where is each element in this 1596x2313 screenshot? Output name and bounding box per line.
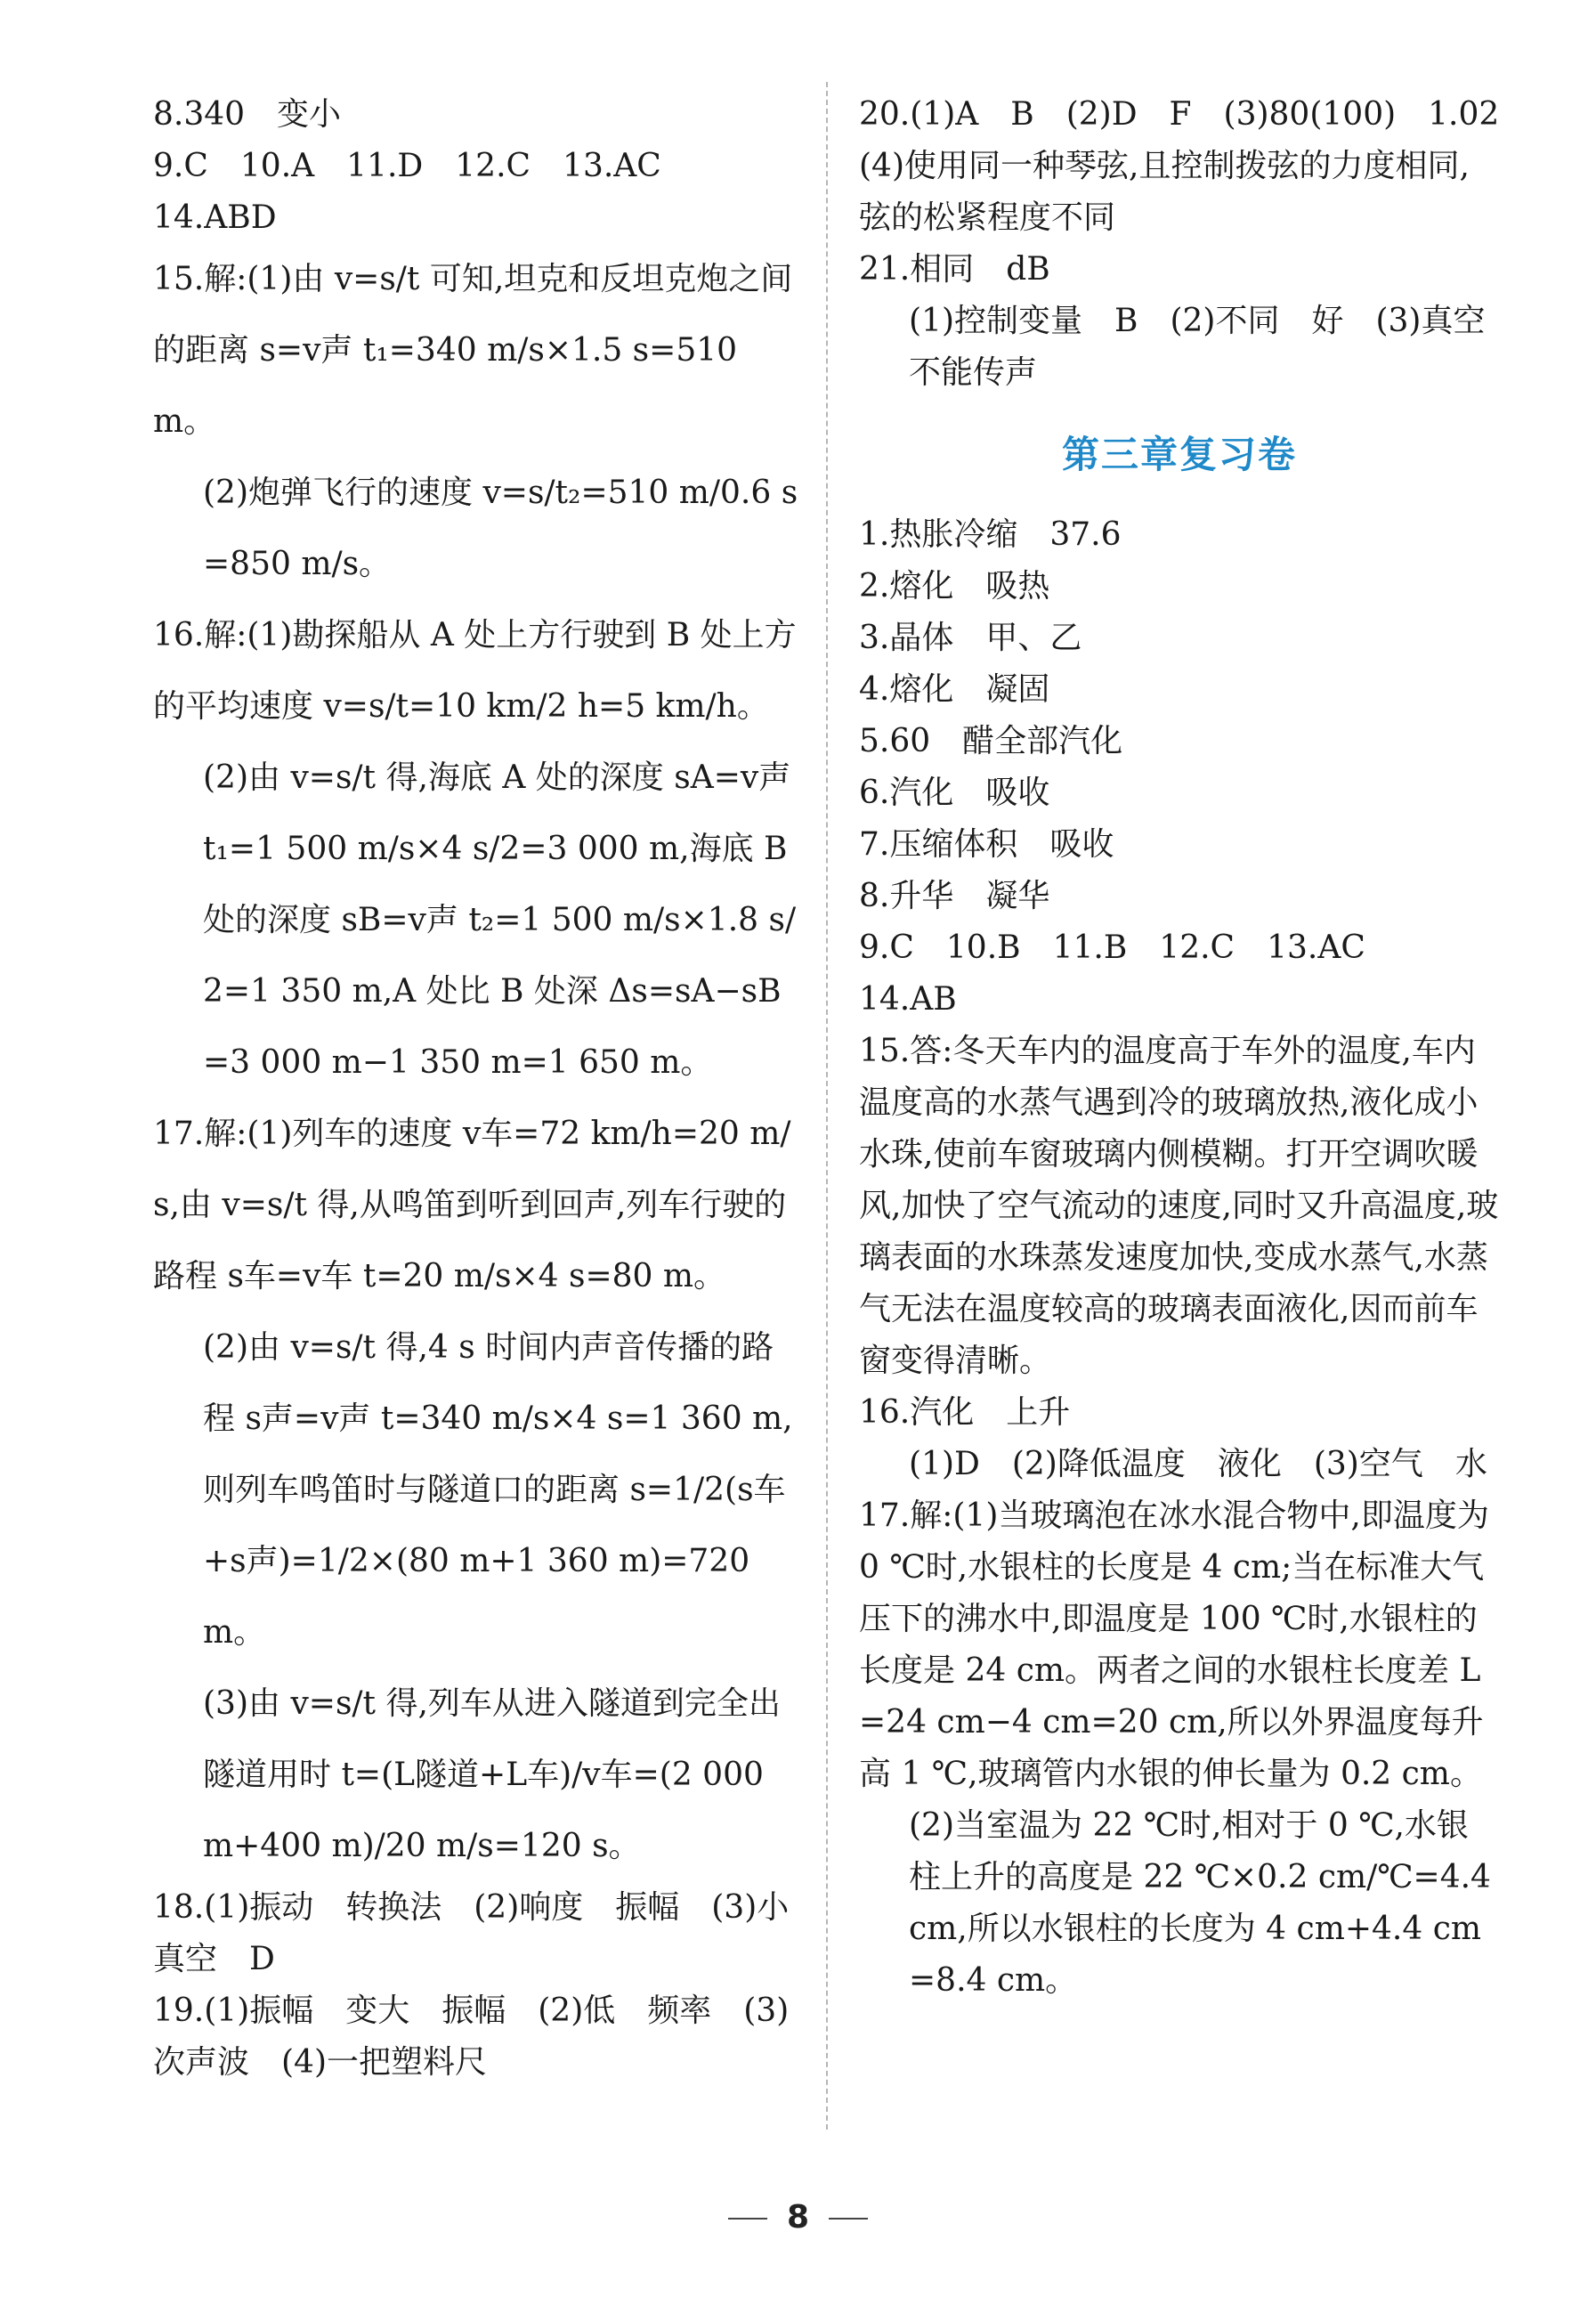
answer-18: 18.(1)振动 转换法 (2)响度 振幅 (3)小 真空 D [153, 1889, 822, 1977]
review-answers-9-13: 9.C 10.B 11.B 12.C 13.AC [859, 929, 1365, 966]
answer-14: 14.ABD [153, 199, 277, 236]
footer-dash-left [728, 2218, 767, 2220]
answer-15-part1: 15.解:(1)由 v=s/t 可知,坦克和反坦克炮之间的距离 s=v声 t₁=340 m/s×1.5 s=510 m。 [153, 261, 793, 440]
right-column [859, 89, 1532, 2007]
answer-8: 8.340 变小 [153, 96, 342, 133]
answer-17-part1: 17.解:(1)列车的速度 v车=72 km/h=20 m/s,由 v=s/t 得,从鸣笛到听到回声,列车行驶的路程 s车=v车 t=20 m/s×4 s=80 m。 [153, 1116, 791, 1294]
review-answer-16-sub: (1)D (2)降低温度 液化 (3)空气 水 [909, 1446, 1487, 1482]
answer-17-part2: (2)由 v=s/t 得,4 s 时间内声音传播的路程 s声=v声 t=340 m/s×4 s=1 360 m,则列车鸣笛时与隧道口的距离 s=1/2(s车+s声)=1/2×(80 m+1 360 m)=720 m。 [203, 1329, 793, 1651]
answer-16-part2: (2)由 v=s/t 得,海底 A 处的深度 sA=v声 t₁=1 500 m/s×4 s/2=3 000 m,海底 B 处的深度 sB=v声 t₂=1 500 m/s×1.8 s/2=1 350 m,A 处比 B 处深 Δs=sA−sB=3 000 m−1 350 m=1 650 m。 [203, 759, 801, 1081]
review-answer-2: 2.熔化 吸热 [859, 568, 1050, 605]
answer-21: 21.相同 dB [859, 251, 1050, 288]
review-answer-17-part2: (2)当室温为 22 ℃时,相对于 0 ℃,水银柱上升的高度是 22 ℃×0.2 cm/℃=4.4 cm,所以水银柱的长度为 4 cm+4.4 cm=8.4 cm。 [909, 1807, 1502, 1999]
left-column [153, 89, 822, 2089]
review-answer-4: 4.熔化 凝固 [859, 671, 1050, 708]
review-answer-14: 14.AB [859, 981, 957, 1018]
answer-21-sub: (1)控制变量 B (2)不同 好 (3)真空不能传声 [909, 303, 1486, 391]
review-answer-1: 1.热胀冷缩 37.6 [859, 516, 1122, 553]
column-divider [826, 82, 828, 2130]
footer-dash-right [829, 2218, 868, 2220]
review-answer-6: 6.汽化 吸收 [859, 775, 1050, 811]
review-answer-3: 3.晶体 甲、乙 [859, 620, 1082, 656]
review-answer-5: 5.60 醋全部汽化 [859, 723, 1123, 759]
review-answer-7: 7.压缩体积 吸收 [859, 826, 1114, 863]
answer-17-part3: (3)由 v=s/t 得,列车从进入隧道到完全出隧道用时 t=(L隧道+L车)/v车=(2 000 m+400 m)/20 m/s=120 s。 [203, 1685, 781, 1864]
section-title: 第三章复习卷 [1061, 433, 1297, 476]
answer-16-part1: 16.解:(1)勘探船从 A 处上方行驶到 B 处上方的平均速度 v=s/t=10 km/2 h=5 km/h。 [153, 617, 797, 725]
page-number-footer [0, 2192, 1596, 2244]
answer-19: 19.(1)振幅 变大 振幅 (2)低 频率 (3)次声波 (4)一把塑料尺 [153, 1992, 790, 2081]
review-answer-15: 15.答:冬天车内的温度高于车外的温度,车内温度高的水蒸气遇到冷的玻璃放热,液化成小水珠,使前车窗玻璃内侧模糊。打开空调吹暖风,加快了空气流动的速度,同时又升高温度,玻璃表面的水珠蒸发速度加快,变成水蒸气,水蒸气无法在温度较高的玻璃表面液化,因而前车窗变得清晰。 [859, 1033, 1499, 1379]
answer-15-part2: (2)炮弹飞行的速度 v=s/t₂=510 m/0.6 s=850 m/s。 [203, 475, 798, 582]
review-answer-17-part1: 17.解:(1)当玻璃泡在冰水混合物中,即温度为 0 ℃时,水银柱的长度是 4 cm;当在标准大气压下的沸水中,即温度是 100 ℃时,水银柱的长度是 24 cm。两者之间的水银柱长度差 L=24 cm−4 cm=20 cm,所以外界温度每升高 1 ℃,玻璃管内水银的伸长量为 0.2 cm。 [859, 1497, 1500, 1792]
review-answer-16: 16.汽化 上升 [859, 1394, 1071, 1431]
page-number: 8 [786, 2199, 810, 2236]
answers-9-13: 9.C 10.A 11.D 12.C 13.AC [153, 148, 661, 184]
answer-20: 20.(1)A B (2)D F (3)80(100) 1.02 (4)使用同一种琴弦,且控制拨弦的力度相同,弦的松紧程度不同 [859, 96, 1532, 236]
review-answer-8: 8.升华 凝华 [859, 878, 1050, 914]
